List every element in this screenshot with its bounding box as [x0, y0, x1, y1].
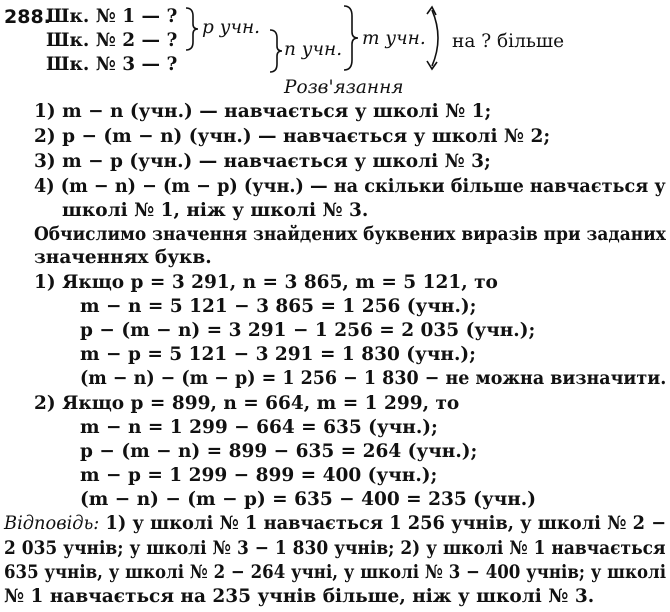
compare-label: на ? більше	[452, 31, 565, 52]
answer-label: Відповідь:	[4, 513, 100, 534]
brace-schools-1-2	[184, 6, 200, 52]
case1-line-1: m − n = 5 121 − 3 865 = 1 256 (учн.);	[80, 296, 477, 317]
case1-line-2: p − (m − n) = 3 291 − 1 256 = 2 035 (учн.);	[80, 320, 536, 341]
case1-line-4: (m − n) − (m − p) = 1 256 − 1 830 − не можна визначити.	[80, 368, 667, 389]
double-arrow-icon	[424, 4, 446, 72]
brace-label-m: m учн.	[362, 28, 426, 49]
condition-school-2: Шк. № 2 — ?	[46, 30, 178, 51]
answer-line-4: № 1 навчається на 235 учнів більше, ніж у школі № 3.	[4, 586, 595, 607]
condition-school-3: Шк. № 3 — ?	[46, 54, 178, 75]
step-2: 2) p − (m − n) (учн.) — навчається у школі № 2;	[34, 126, 551, 147]
step-3: 3) m − p (учн.) — навчається у школі № 3;	[34, 151, 491, 172]
problem-number: 288.	[4, 6, 51, 28]
case2-line-1: m − n = 1 299 − 664 = 635 (учн.);	[80, 417, 438, 438]
answer-line-3: 635 учнів, у школі № 2 − 264 учні, у школі № 3 − 400 учнів; у школі	[4, 562, 667, 583]
case2-line-4: (m − n) − (m − p) = 635 − 400 = 235 (учн.)	[80, 489, 537, 510]
brace-schools-2-3	[268, 28, 284, 74]
case1-line-3: m − p = 5 121 − 3 291 = 1 830 (учн.);	[80, 344, 476, 365]
intro-line-2: значеннях букв.	[34, 247, 212, 268]
case2-line-2: p − (m − n) = 899 − 635 = 264 (учн.);	[80, 441, 478, 462]
brace-all-schools	[342, 4, 360, 72]
brace-label-p: p учн.	[202, 17, 261, 38]
case2-header: 2) Якщо p = 899, n = 664, m = 1 299, то	[34, 393, 460, 414]
answer-text-1: 1) у школі № 1 навчається 1 256 учнів, у школі № 2 −	[99, 513, 667, 534]
case1-header: 1) Якщо p = 3 291, n = 3 865, m = 5 121, то	[34, 272, 498, 293]
intro-line-1: Обчислимо значення знайдених буквених виразів при заданих	[34, 224, 666, 245]
step-4: 4) (m − n) − (m − p) (учн.) — на скільки більше навчається у	[34, 176, 666, 197]
step-1: 1) m − n (учн.) — навчається у школі № 1;	[34, 101, 492, 122]
step-4-cont: школі № 1, ніж у школі № 3.	[62, 200, 369, 221]
solution-title: Розв'язання	[284, 77, 404, 98]
answer-line-1	[4, 513, 666, 535]
case2-line-3: m − p = 1 299 − 899 = 400 (учн.);	[80, 465, 438, 486]
brace-label-n: n учн.	[284, 39, 343, 60]
answer-line-2: 2 035 учнів; у школі № 3 − 1 830 учнів; 2) у школі № 1 навчається	[4, 538, 666, 559]
condition-school-1: Шк. № 1 — ?	[46, 6, 178, 27]
